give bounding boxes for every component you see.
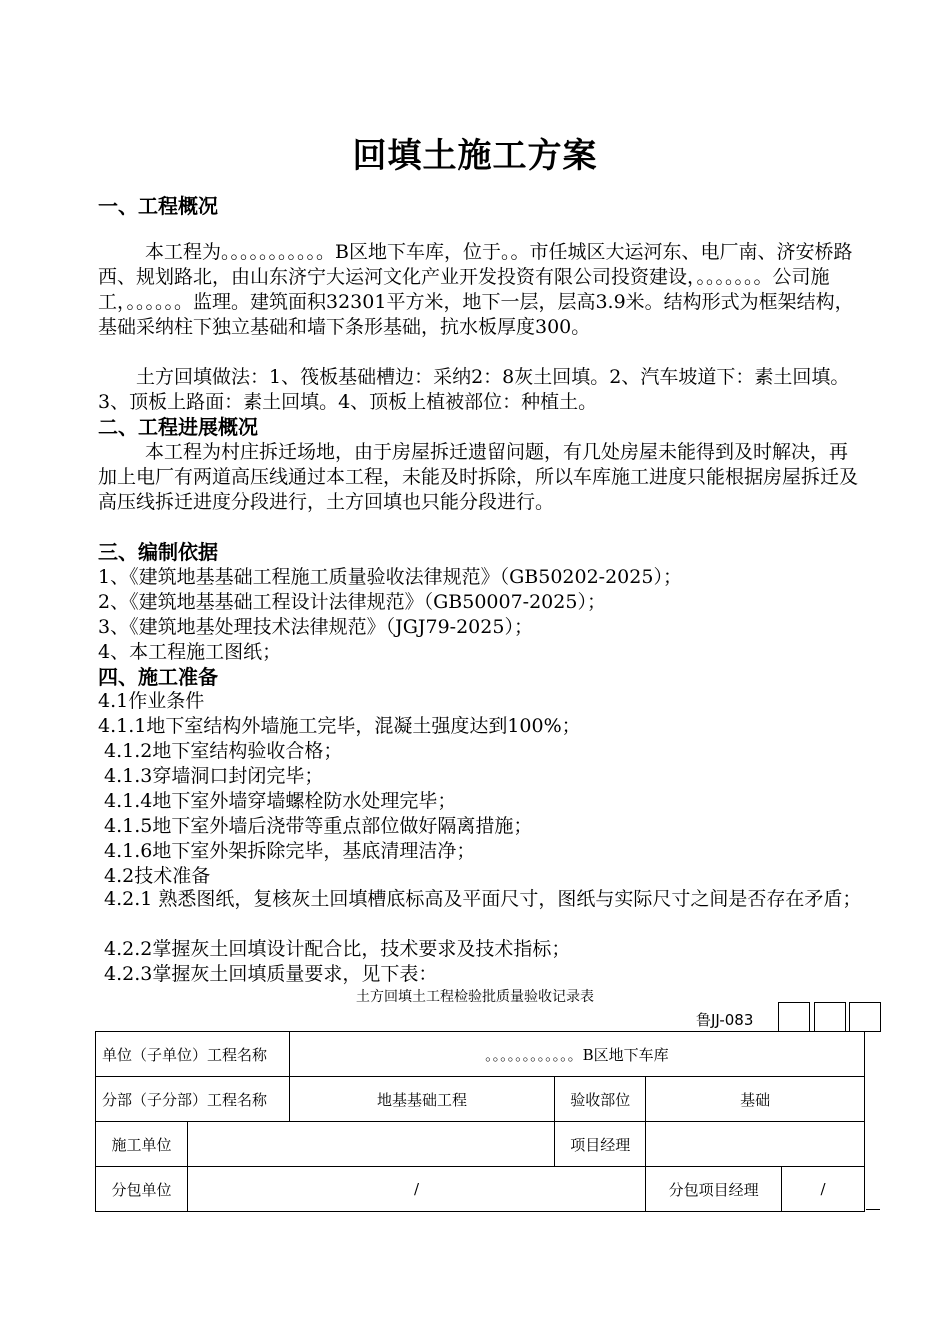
table-row (96, 1122, 865, 1167)
section-1-paragraph-2: 土方回填做法：1、筏板基础槽边：采纳2：8灰土回填。2、汽车坡道下：素土回填。3、顶板上路面：素土回填。4、顶板上植被部位：种植土。 (98, 366, 850, 413)
code-box (814, 1002, 846, 1032)
section-2-heading: 二、工程进展概况 (98, 415, 258, 439)
acceptance-part-value: 基础 (646, 1077, 865, 1122)
table-row (96, 1032, 865, 1077)
acceptance-part-label: 验收部位 (555, 1077, 646, 1122)
form-code: 鲁JJ-083 (696, 1011, 754, 1029)
project-manager-label: 项目经理 (555, 1122, 646, 1167)
preparation-line: 4.2.3掌握灰土回填质量要求，见下表： (98, 963, 438, 985)
construction-unit-value (187, 1122, 554, 1167)
section-3-heading: 三、编制依据 (98, 540, 218, 564)
sub-project-manager-label: 分包项目经理 (646, 1167, 782, 1212)
reference-item: 1、《建筑地基基础工程施工质量验收法律规范》（GB50202-2025）； (98, 566, 682, 588)
subdivision-name-value: 地基基础工程 (289, 1077, 555, 1122)
section-1-heading: 一、工程概况 (98, 194, 218, 218)
preparation-line: 4.1作业条件 (98, 690, 205, 712)
reference-item: 3、《建筑地基处理技术法律规范》（JGJ79-2025）； (98, 616, 533, 638)
reference-item: 4、本工程施工图纸； (98, 641, 282, 663)
unit-name-label: 单位（子单位）工程名称 (96, 1032, 290, 1077)
subcontractor-label: 分包单位 (96, 1167, 188, 1212)
preparation-line: 4.2.2掌握灰土回填设计配合比，技术要求及技术指标； (98, 938, 571, 960)
section-2-paragraph-1: 本工程为村庄拆迁场地，由于房屋拆迁遗留问题，有几处房屋未能得到及时解决，再加上电厂有两道高压线通过本工程，未能及时拆除，所以车库施工进度只能根据房屋拆迁及高压线拆迁进度分段进行，土方回填也只能分段进行。 (98, 441, 859, 513)
section-4-heading: 四、施工准备 (98, 665, 218, 689)
preparation-line: 4.1.1地下室结构外墙施工完毕，混凝土强度达到100%； (98, 715, 581, 737)
project-manager-value (646, 1122, 865, 1167)
preparation-line: 4.1.4地下室外墙穿墙螺栓防水处理完毕； (98, 790, 457, 812)
preparation-paragraph-421: 4.2.1 熟悉图纸，复核灰土回填槽底标高及平面尺寸，图纸与实际尺寸之间是否存在矛盾； (98, 888, 862, 910)
preparation-line: 4.1.5地下室外墙后浇带等重点部位做好隔离措施； (98, 815, 533, 837)
preparation-line: 4.1.2地下室结构验收合格； (98, 740, 343, 762)
preparation-line: 4.1.3穿墙洞口封闭完毕； (98, 765, 324, 787)
sub-project-manager-value: / (782, 1167, 865, 1212)
reference-item: 2、《建筑地基基础工程设计法律规范》（GB50007-2025）； (98, 591, 606, 613)
code-box (778, 1002, 810, 1032)
subcontractor-value: / (187, 1167, 645, 1212)
form-caption: 土方回填土工程检验批质量验收记录表 (356, 989, 594, 1005)
section-1-paragraph-1: 本工程为。。。。。。。。。。。B区地下车库，位于。。市任城区大运河东、电厂南、济安桥路西、规划路北，由山东济宁大运河文化产业开发投资有限公司投资建设，。。。。。。。公司施工，。。。。。。监理。建筑面积32301平方米，地下一层，层高3.9米。结构形式为框架结构，基础采纳柱下独立基础和墙下条形基础，抗水板厚度300。 (98, 241, 854, 338)
acceptance-record-table (95, 1031, 865, 1212)
table-row (96, 1167, 865, 1212)
table-row (96, 1077, 865, 1122)
unit-name-value: 。。。。。。。。。。。。B区地下车库 (289, 1032, 864, 1077)
document-title: 回填土施工方案 (352, 136, 598, 176)
preparation-line: 4.1.6地下室外架拆除完毕，基底清理洁净； (98, 840, 476, 862)
preparation-line: 4.2技术准备 (98, 865, 211, 887)
table-edge-line (866, 1209, 880, 1210)
subdivision-name-label: 分部（子分部）工程名称 (96, 1077, 290, 1122)
code-box (849, 1002, 881, 1032)
construction-unit-label: 施工单位 (96, 1122, 188, 1167)
